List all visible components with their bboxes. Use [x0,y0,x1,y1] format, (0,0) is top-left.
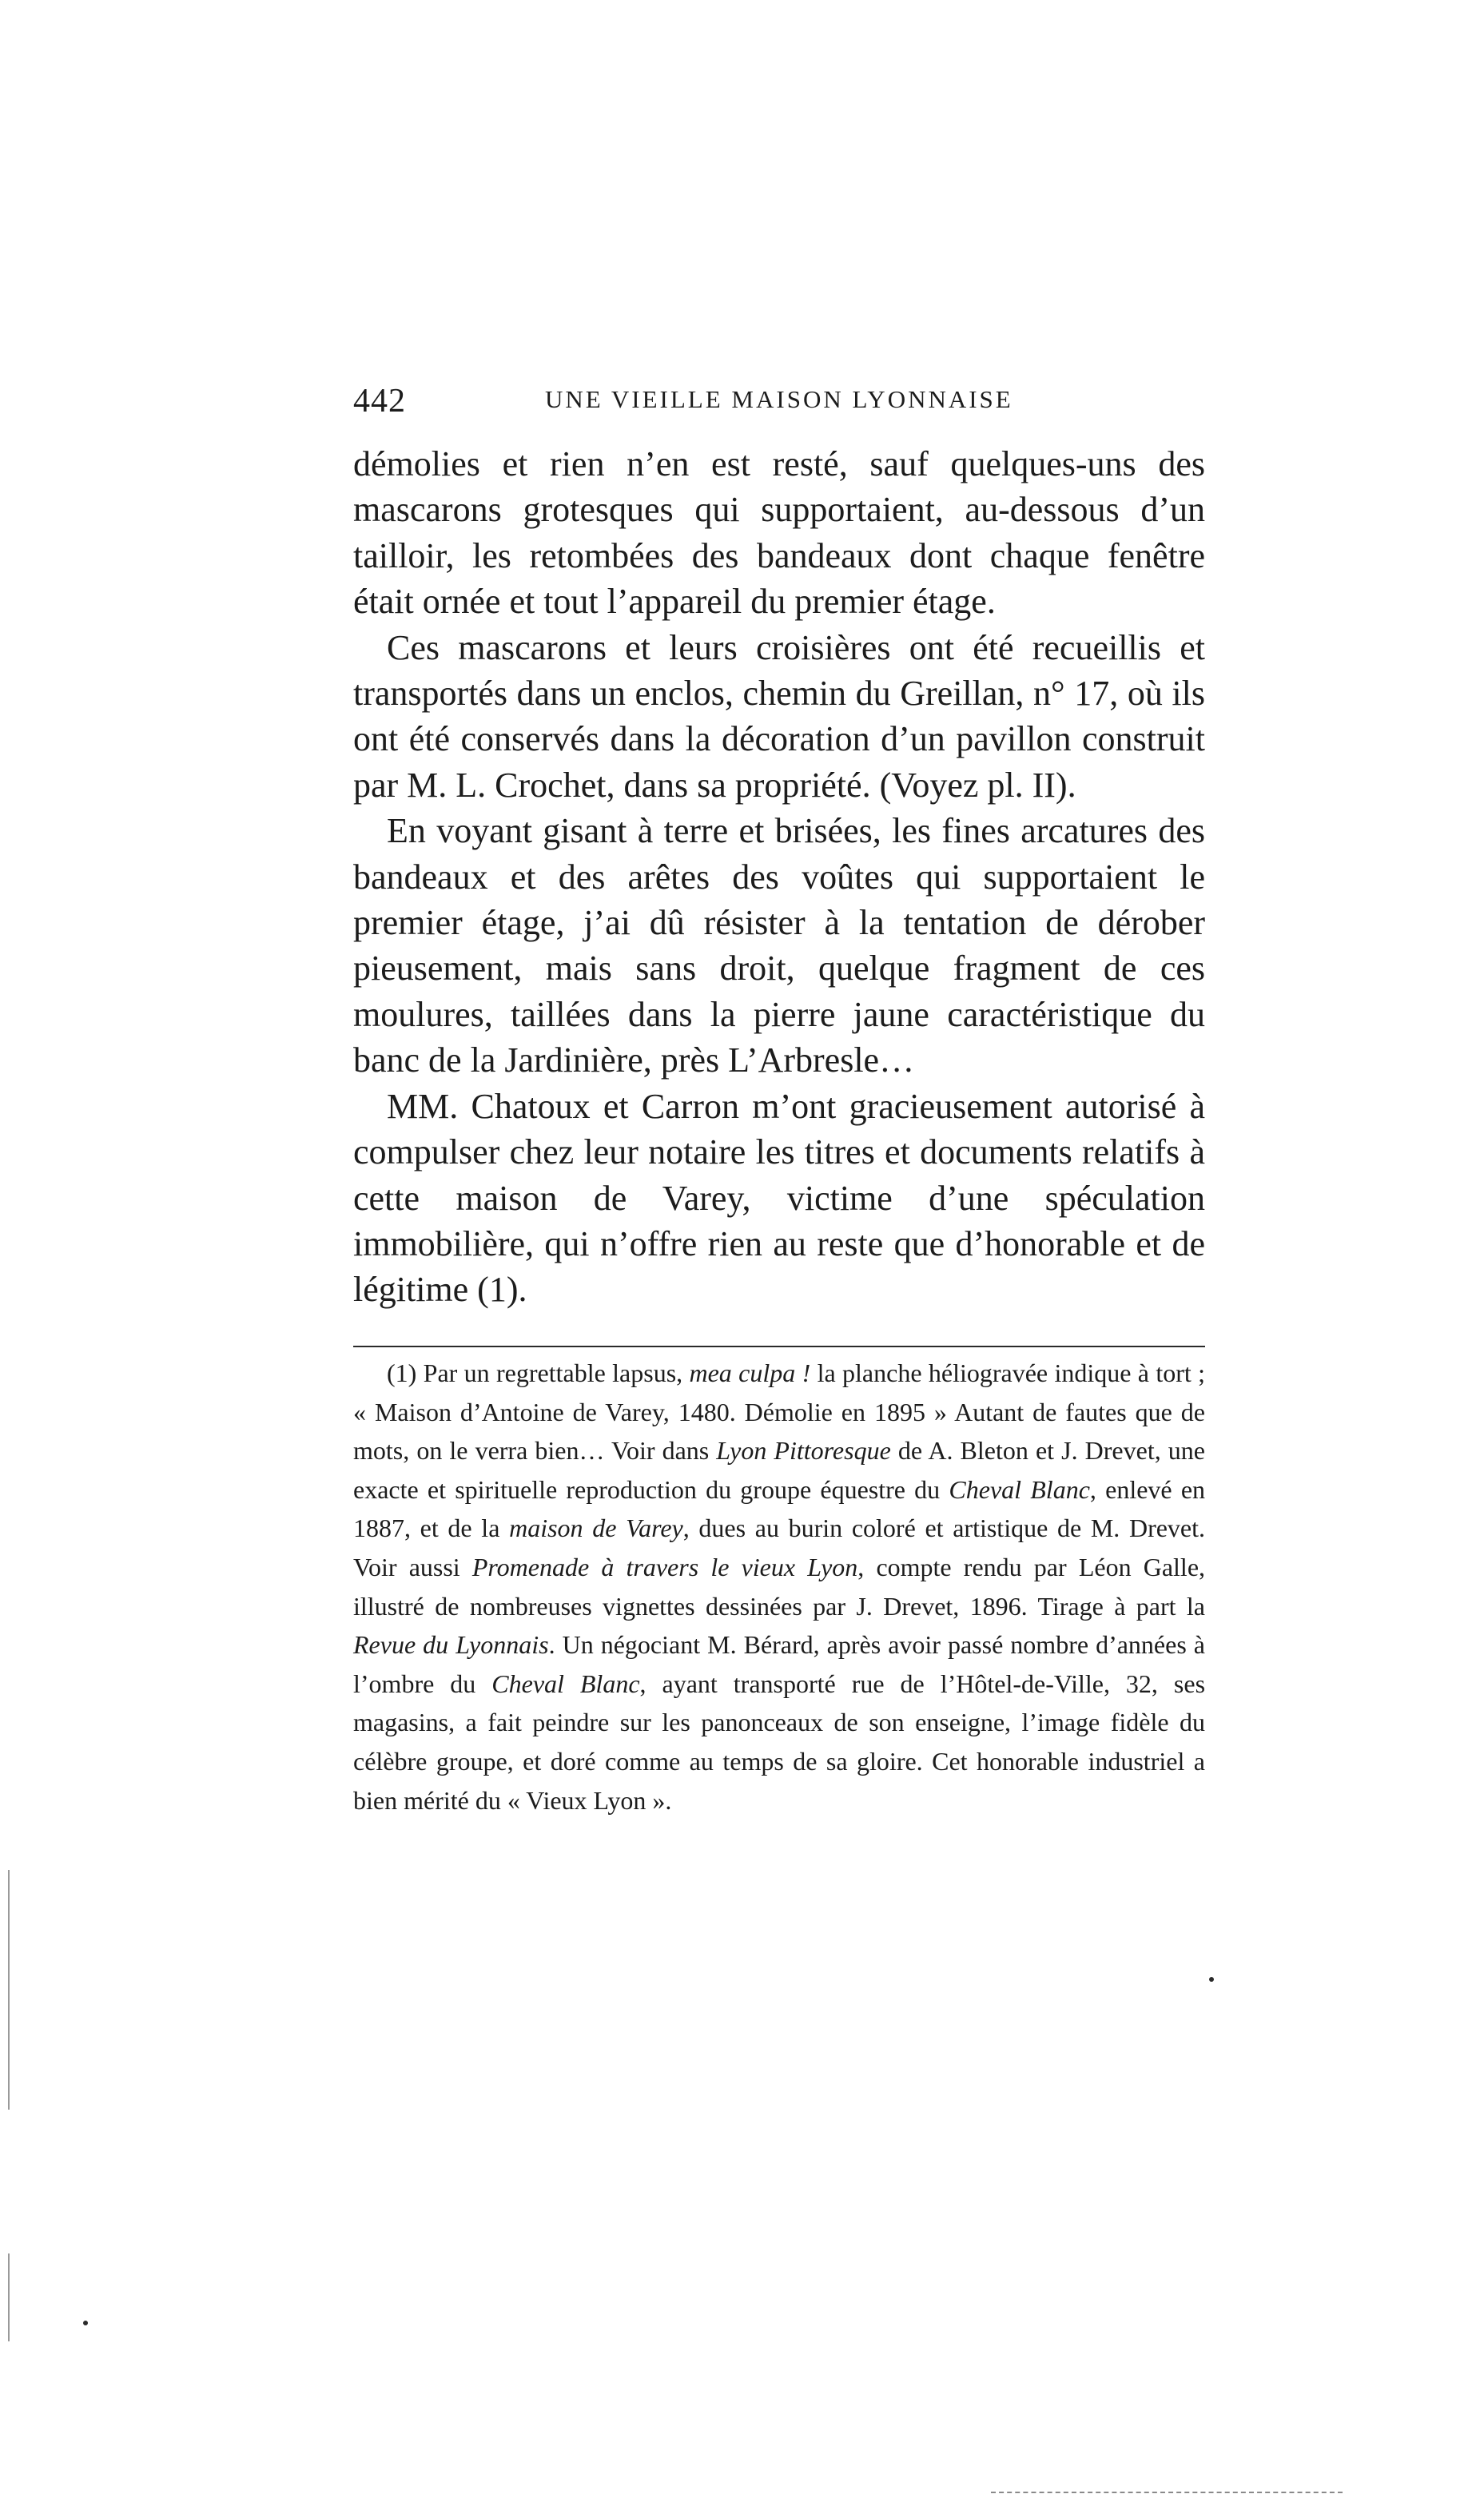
ink-speck [83,2321,88,2325]
ink-speck [1209,1977,1214,1982]
footnote-text: la planche héliogravée indique à tort ; « Maison d’Antoine de Varey, 1480. Démolie en 1895 » Autant de fautes que de mots, on le verra bien… Voir dans [353,1358,1205,1466]
footnote-italic: Promenade à travers le vieux Lyon [471,1552,858,1581]
footnote-italic: mea culpa ! [689,1358,811,1387]
footnote-text: , compte rendu par Léon Galle, illustré de nombreuses vignettes dessinées par J. Drevet, 1896. Tirage à part la [353,1552,1206,1621]
footnote-italic: Cheval Blanc [949,1474,1090,1504]
body-text [353,441,1205,1313]
footnote-italic: maison de Varey [509,1514,683,1543]
footnote-italic: Revue du Lyonnais [353,1630,549,1660]
footnote-text: de A. Bleton et J. Drevet, une exacte et spirituelle reproduction du groupe équestre du [353,1436,1205,1504]
footnote-rule [353,1346,1205,1347]
margin-scan-mark [8,2253,10,2341]
page-number: 442 [353,383,406,420]
footnote-text: , enlevé en 1887, et de la [353,1474,1206,1543]
footnote-italic: Lyon Pittoresque [716,1436,891,1466]
paragraph-1: démolies et rien n’en est resté, sauf quelques-uns des mascarons grotesques qui supportaient, au-dessous d’un tailloir, les retombées des bandeaux dont chaque fenêtre était ornée et tout l’appareil du premier étage. [353,444,1205,622]
footnote-text: (1) Par un regrettable lapsus, [387,1358,690,1387]
paragraph-4: MM. Chatoux et Carron m’ont gracieusement autorisé à compulser chez leur notaire les titres et documents relatifs à cette maison de Varey, victime d’une spéculation immobilière, qui n’offre rien au reste que d’honorable et de légitime (1). [353,1086,1205,1310]
footnote-text: , ayant transporté rue de l’Hôtel-de-Ville, 32, ses magasins, a fait peindre sur les panonceaux de son enseigne, l’image fidèle du célèbre groupe, et doré comme au temps de sa gloire. Cet honorable industriel a bien mérité du « Vieux Lyon ». [353,1669,1206,1815]
footnote [353,1354,1205,1820]
paragraph-3: En voyant gisant à terre et brisées, les fines arcatures des bandeaux et des arêtes des voûtes qui supportaient le premier étage, j’ai dû résister à la tentation de dérober pieusement, mais sans droit, quelque fragment de ces moulures, taillées dans la pierre jaune caractéristique du banc de la Jardinière, près L’Arbresle… [353,811,1205,1080]
running-head [353,382,1213,430]
footnote-italic: Cheval Blanc [491,1669,640,1698]
footnote-text: . Un négociant M. Bérard, après avoir passé nombre d’années à l’ombre du [353,1630,1205,1698]
footnote-text: , dues au burin coloré et artistique de M. Drevet. Voir aussi [353,1514,1206,1581]
paragraph-2: Ces mascarons et leurs croisières ont été recueillis et transportés dans un enclos, chemin du Greillan, n° 17, où ils ont été conservés dans la décoration d’un pavillon construit par M. L. Crochet, dans sa propriété. (Voyez pl. II). [353,627,1205,805]
running-title: UNE VIEILLE MAISON LYONNAISE [545,385,1013,413]
bottom-scan-line [991,2492,1343,2493]
margin-scan-mark [8,1870,10,2110]
